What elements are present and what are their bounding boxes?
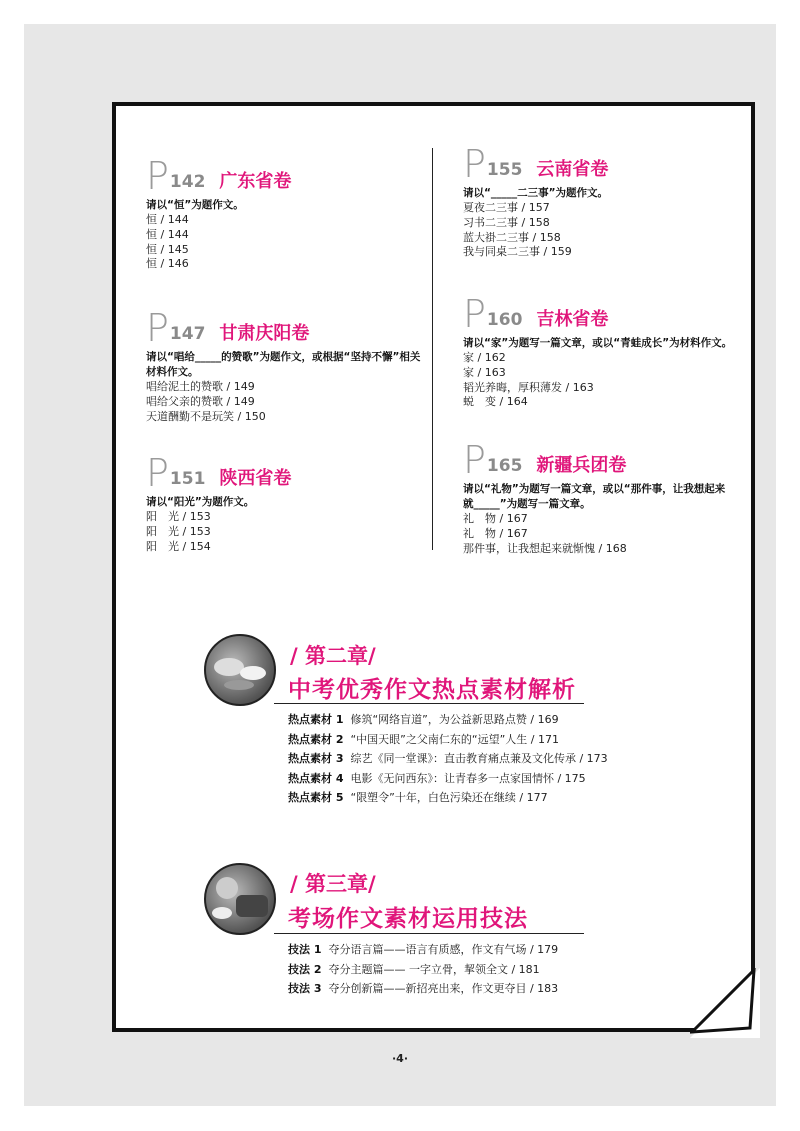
p-letter: P	[463, 142, 486, 186]
list-item: 蜕 变 / 164	[463, 395, 528, 409]
section-gansu	[146, 306, 422, 424]
list-item: 那件事，让我想起来就惭愧 / 168	[463, 541, 627, 555]
list-item: 阳 光 / 153	[146, 524, 211, 538]
list-item: 夏夜二三事 / 157	[463, 201, 550, 214]
list-item: 家 / 163	[463, 365, 506, 379]
list-item: 热点素材 3 综艺《同一堂课》：直击教育痛点兼及文化传承 / 173	[288, 752, 608, 765]
section-prompt: 请以“阳光”为题作文。	[146, 496, 255, 508]
section-title: 新疆兵团卷	[536, 455, 627, 476]
p-letter: P	[146, 154, 169, 198]
chapter2-number: / 第二章/	[290, 644, 376, 668]
list-item: 唱给泥土的赞歌 / 149	[146, 380, 255, 393]
section-prompt: 请以“_____二三事”为题作文。	[463, 187, 609, 199]
list-item: 家 / 162	[463, 351, 506, 364]
section-prompt: 请以“家”为题写一篇文章，或以“青蛙成长”为材料作文。	[463, 337, 733, 349]
list-item: 热点素材 4 电影《无问西东》：让青春多一点家国情怀 / 175	[288, 771, 586, 785]
page-ref: 165	[486, 456, 523, 476]
section-title: 广东省卷	[219, 171, 292, 192]
chapter3-rule	[274, 933, 584, 934]
page-ref: 160	[486, 310, 523, 330]
p-letter: P	[463, 292, 486, 336]
section-prompt: 请以“礼物”为题写一篇文章，或以“那件事，让我想起来就_____”为题写一篇文章。	[463, 483, 726, 510]
list-item: 阳 光 / 153	[146, 510, 211, 523]
list-item: 礼 物 / 167	[463, 512, 528, 525]
chapter3-number: / 第三章/	[290, 872, 376, 896]
p-letter: P	[463, 438, 486, 482]
list-item: 技法 3 夺分创新篇——新招亮出来，作文更夺目 / 183	[288, 982, 559, 995]
section-prompt: 请以“唱给_____的赞歌”为题作文，或根据“坚持不懈”相关材料作文。	[146, 351, 421, 378]
section-xinjiang	[463, 438, 733, 556]
section-jilin	[463, 292, 733, 410]
section-title: 吉林省卷	[536, 309, 609, 330]
p-letter: P	[146, 306, 169, 350]
chapter2-rule	[274, 703, 584, 704]
chapter2-photo	[204, 634, 276, 706]
page-number: ·4·	[391, 1052, 408, 1065]
chapter3-title: 考场作文素材运用技法	[288, 906, 528, 932]
list-item: 韬光养晦，厚积薄发 / 163	[463, 380, 594, 394]
list-item: 恒 / 144	[146, 227, 189, 241]
list-item: 恒 / 145	[146, 242, 189, 256]
list-item: 技法 2 夺分主题篇—— 一字立骨，挈领全文 / 181	[288, 962, 540, 976]
section-title: 甘肃庆阳卷	[219, 323, 310, 344]
list-item: 恒 / 144	[146, 213, 189, 226]
list-item: 热点素材 5 “限塑令”十年，白色污染还在继续 / 177	[288, 791, 548, 804]
section-guangdong	[146, 154, 436, 272]
list-item: 热点素材 2 “中国天眼”之父南仁东的“远望”人生 / 171	[288, 732, 559, 746]
section-title: 云南省卷	[536, 159, 609, 180]
section-title: 陕西省卷	[219, 468, 292, 489]
page-curl-icon	[690, 968, 760, 1038]
page-ref: 142	[169, 172, 206, 192]
chapter3-photo	[204, 863, 276, 935]
section-prompt: 请以“恒”为题作文。	[146, 199, 244, 211]
list-item: 天道酬勤不是玩笑 / 150	[146, 409, 266, 423]
chapter3-list	[288, 940, 558, 999]
list-item: 礼 物 / 167	[463, 526, 528, 540]
list-item: 技法 1 夺分语言篇——语言有质感，作文有气场 / 179	[288, 943, 559, 956]
list-item: 阳 光 / 154	[146, 539, 211, 553]
list-item: 唱给父亲的赞歌 / 149	[146, 394, 255, 408]
list-item: 习书二三事 / 158	[463, 215, 550, 229]
list-item: 我与同桌二三事 / 159	[463, 245, 572, 259]
section-shaanxi	[146, 451, 436, 554]
chapter2-title: 中考优秀作文热点素材解析	[288, 677, 576, 703]
list-item: 热点素材 1 修筑“网络盲道”，为公益新思路点赞 / 169	[288, 713, 559, 726]
section-yunnan	[463, 142, 733, 260]
page-ref: 155	[486, 160, 523, 180]
list-item: 蓝大褂二三事 / 158	[463, 230, 561, 244]
chapter2-list	[288, 710, 608, 808]
page-ref: 151	[169, 469, 206, 489]
page-ref: 147	[169, 324, 206, 344]
p-letter: P	[146, 451, 169, 495]
list-item: 恒 / 146	[146, 257, 189, 271]
